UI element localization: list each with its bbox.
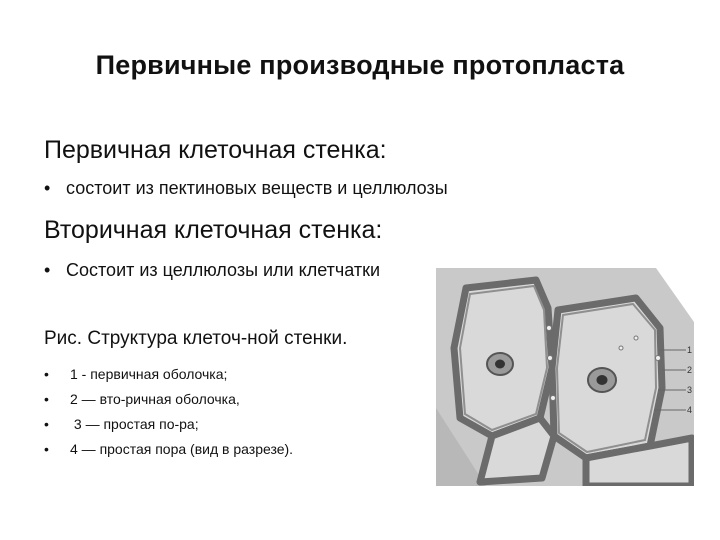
callout-1: 1	[687, 345, 693, 355]
cell-wall-figure	[436, 268, 694, 486]
slide-title: Первичные производные протопласта	[95, 50, 625, 80]
figure-legend	[44, 362, 293, 462]
cell-wall-illustration	[436, 268, 694, 486]
primary-wall-text: состоит из пектиновых веществ и целлюлозы	[66, 178, 448, 198]
legend-item	[44, 387, 293, 412]
figure-caption: Рис. Структура клеточ-ной стенки.	[44, 328, 348, 349]
primary-wall-bullet	[44, 178, 448, 199]
left-nucleolus	[495, 360, 505, 369]
legend-item	[44, 362, 293, 387]
callout-3: 3	[687, 385, 693, 395]
legend-item	[44, 412, 293, 437]
secondary-wall-text: Состоит из целлюлозы или клетчатки	[66, 260, 381, 280]
primary-wall-heading: Первичная клеточная стенка:	[44, 136, 387, 164]
callout-4: 4	[687, 405, 693, 415]
right-nucleolus	[597, 375, 608, 385]
legend-text: 4 — простая пора (вид в разрезе).	[70, 441, 294, 457]
secondary-wall-heading: Вторичная клеточная стенка:	[44, 216, 383, 244]
legend-text: 2 — вто-ричная оболочка,	[70, 391, 240, 407]
bullet-symbol: •	[44, 260, 51, 280]
secondary-wall-bullet	[44, 260, 380, 281]
bullet-symbol: •	[44, 366, 49, 382]
bullet-symbol: •	[44, 391, 49, 407]
callout-2: 2	[687, 365, 693, 375]
legend-text: 3 — простая по-ра;	[70, 416, 199, 432]
bullet-symbol: •	[44, 416, 49, 432]
bullet-symbol: •	[44, 178, 51, 198]
legend-item	[44, 437, 293, 462]
legend-text: 1 - первичная оболочка;	[70, 366, 228, 382]
bullet-symbol: •	[44, 441, 49, 457]
